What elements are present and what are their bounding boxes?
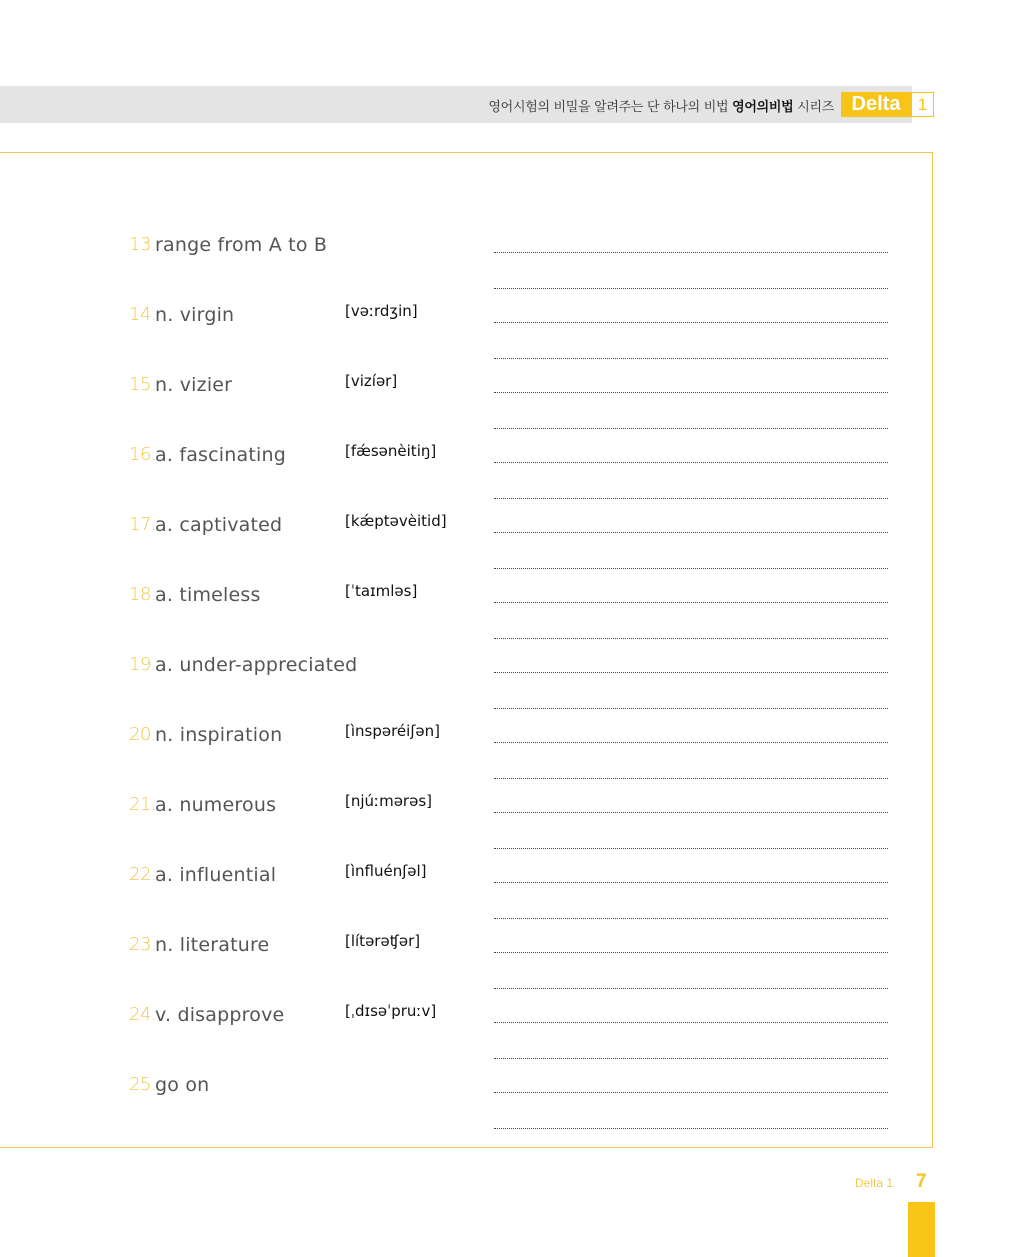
vocab-item [0, 1074, 935, 1144]
item-number: 22. [129, 864, 157, 885]
answer-line[interactable] [494, 638, 888, 639]
item-number: 24. [129, 1004, 157, 1025]
vocab-item [0, 724, 935, 794]
item-term: n. literature [155, 934, 270, 956]
answer-line[interactable] [494, 848, 888, 849]
vocab-item [0, 514, 935, 584]
item-number: 14. [129, 304, 157, 325]
answer-line[interactable] [494, 1092, 888, 1093]
item-term: go on [155, 1074, 210, 1096]
answer-line[interactable] [494, 602, 888, 603]
answer-line[interactable] [494, 812, 888, 813]
item-pronunciation: [ˌdɪsəˈpruːv] [345, 1002, 437, 1020]
vocab-item [0, 374, 935, 444]
item-term: n. inspiration [155, 724, 283, 746]
answer-line[interactable] [494, 778, 888, 779]
item-pronunciation: [lítərəʧər] [345, 932, 421, 950]
item-pronunciation: [ìnspəréiʃən] [345, 722, 440, 740]
item-number: 15. [129, 374, 157, 395]
footer-label: Delta 1 [855, 1176, 894, 1190]
answer-line[interactable] [494, 392, 888, 393]
item-number: 17. [129, 514, 157, 535]
brand-level: 1 [911, 92, 934, 117]
item-term: v. disapprove [155, 1004, 285, 1026]
item-number: 18. [129, 584, 157, 605]
item-term: a. fascinating [155, 444, 286, 466]
answer-line[interactable] [494, 1058, 888, 1059]
answer-line[interactable] [494, 708, 888, 709]
answer-line[interactable] [494, 918, 888, 919]
answer-line[interactable] [494, 988, 888, 989]
vocab-item [0, 864, 935, 934]
page-number: 7 [916, 1171, 927, 1192]
answer-line[interactable] [494, 532, 888, 533]
answer-line[interactable] [494, 322, 888, 323]
item-term: a. influential [155, 864, 277, 886]
item-pronunciation: [fǽsənèitiŋ] [345, 442, 437, 460]
item-number: 16. [129, 444, 157, 465]
tagline-suffix: 시리즈 [797, 100, 834, 115]
answer-line[interactable] [494, 288, 888, 289]
item-term: a. captivated [155, 514, 283, 536]
answer-line[interactable] [494, 882, 888, 883]
item-term: a. timeless [155, 584, 261, 606]
item-term: a. numerous [155, 794, 277, 816]
series-tagline [488, 96, 834, 115]
item-term: n. vizier [155, 374, 233, 396]
vocab-item [0, 1004, 935, 1074]
item-pronunciation: [ìnfluénʃəl] [345, 862, 427, 880]
item-pronunciation: [vəːrdʒin] [345, 302, 418, 320]
item-number: 21. [129, 794, 157, 815]
item-number: 19. [129, 654, 157, 675]
vocab-item [0, 304, 935, 374]
answer-line[interactable] [494, 672, 888, 673]
footer-tab [908, 1202, 935, 1257]
item-pronunciation: [kǽptəvèitid] [345, 512, 447, 530]
brand-label: Delta [841, 92, 911, 117]
answer-line[interactable] [494, 462, 888, 463]
item-term: a. under-appreciated [155, 654, 358, 676]
answer-line[interactable] [494, 428, 888, 429]
vocab-item [0, 234, 935, 304]
answer-line[interactable] [494, 1128, 888, 1129]
item-pronunciation: [ˈtaɪmləs] [345, 582, 418, 600]
item-number: 20. [129, 724, 157, 745]
vocab-item [0, 584, 935, 654]
item-number: 23. [129, 934, 157, 955]
item-term: n. virgin [155, 304, 235, 326]
answer-line[interactable] [494, 742, 888, 743]
item-pronunciation: [vizíər] [345, 372, 398, 390]
vocab-item [0, 444, 935, 514]
answer-line[interactable] [494, 952, 888, 953]
answer-line[interactable] [494, 568, 888, 569]
vocab-item [0, 934, 935, 1004]
answer-line[interactable] [494, 1022, 888, 1023]
answer-line[interactable] [494, 252, 888, 253]
item-number: 13. [129, 234, 157, 255]
item-term: range from A to B [155, 234, 328, 256]
tagline-prefix: 영어시험의 비밀을 알려주는 단 하나의 비법 [488, 100, 729, 115]
vocab-item [0, 654, 935, 724]
answer-line[interactable] [494, 358, 888, 359]
item-pronunciation: [njúːmərəs] [345, 792, 432, 810]
answer-line[interactable] [494, 498, 888, 499]
tagline-bold: 영어의비법 [732, 100, 794, 115]
item-number: 25. [129, 1074, 157, 1095]
vocab-item [0, 794, 935, 864]
